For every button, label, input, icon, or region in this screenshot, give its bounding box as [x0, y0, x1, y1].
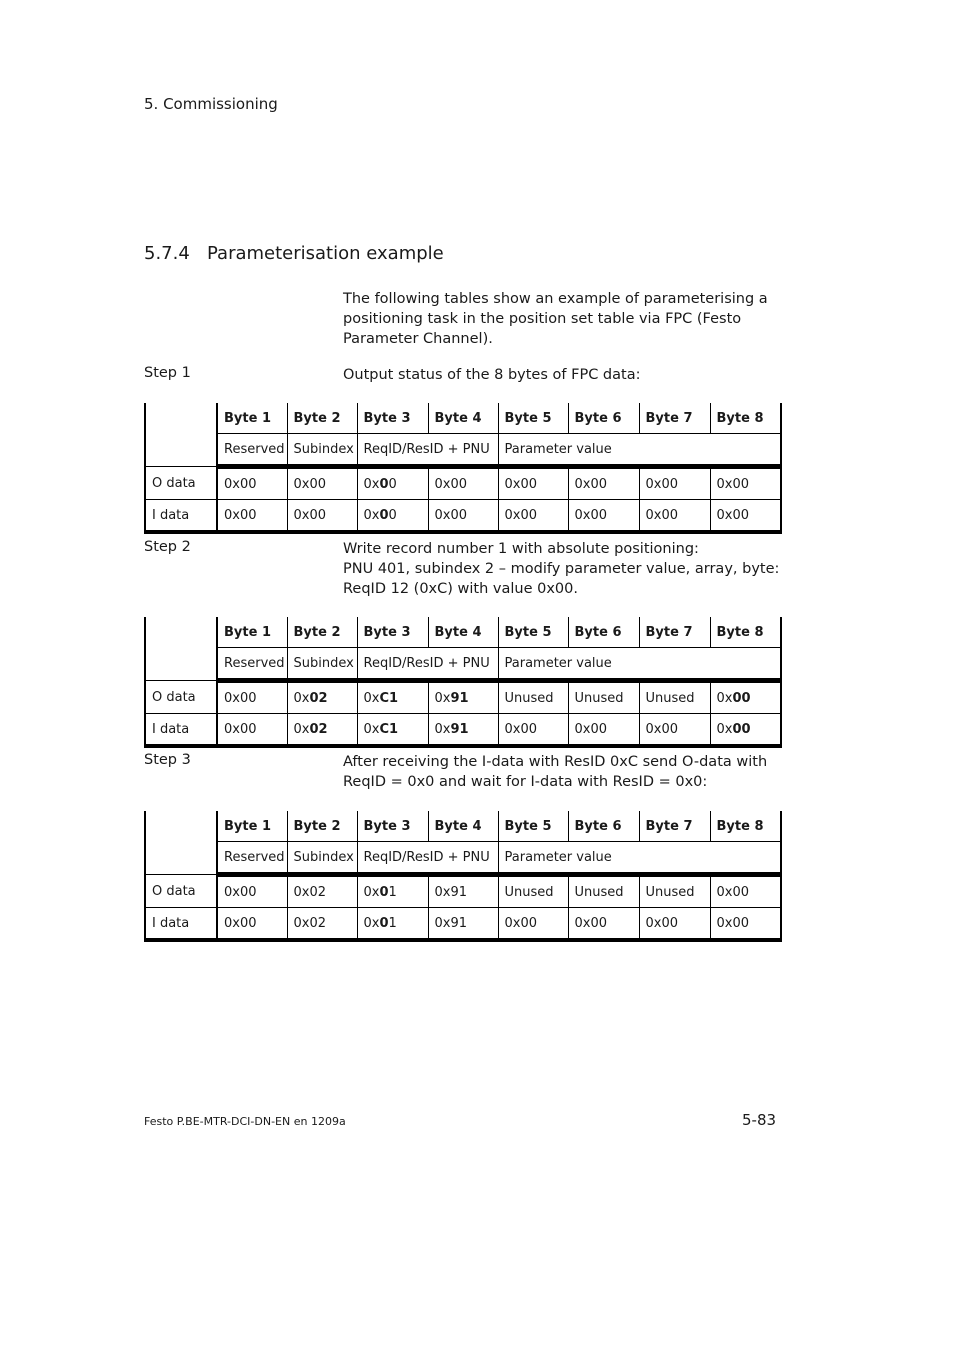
- byte-header-cell: Byte 2: [287, 617, 357, 648]
- subindex-cell: Subindex: [287, 648, 357, 681]
- step-description-line: ReqID = 0x0 and wait for I-data with ResID = 0x0:: [343, 774, 708, 790]
- table-row: [145, 714, 781, 747]
- table-cell: 0x02: [287, 875, 357, 908]
- table-cell: 0x91: [428, 875, 498, 908]
- table-cell: 0x00: [217, 681, 287, 714]
- table-row: [145, 681, 781, 714]
- table-cell: 0x00: [428, 467, 498, 500]
- reserved-cell: Reserved: [217, 648, 287, 681]
- byte-header-cell: Byte 5: [498, 617, 568, 648]
- chapter-header: 5. Commissioning: [144, 95, 278, 113]
- page-number: 5-83: [742, 1111, 777, 1129]
- table-cell: 0x00: [217, 908, 287, 941]
- byte-header-cell: Byte 6: [568, 617, 639, 648]
- byte-header-cell: Byte 4: [428, 811, 498, 842]
- table-row: [145, 875, 781, 908]
- table-cell: 0x00: [287, 500, 357, 533]
- table-cell: 0x02: [287, 714, 357, 747]
- table-row: [145, 467, 781, 500]
- parameter-value-cell: Parameter value: [498, 842, 781, 875]
- step-description: [343, 752, 783, 792]
- table-cell: 0x02: [287, 681, 357, 714]
- table-cell: 0x00: [498, 500, 568, 533]
- step-label: Step 1: [144, 365, 191, 381]
- table-cell: Unused: [639, 681, 710, 714]
- byte-header-row: [145, 403, 781, 434]
- table-cell: 0x00: [639, 714, 710, 747]
- fpc-data-table: [144, 811, 782, 942]
- corner-cell: [145, 403, 217, 467]
- table-cell: 0x00: [710, 467, 781, 500]
- byte-header-cell: Byte 7: [639, 811, 710, 842]
- section-number: 5.7.4: [144, 243, 190, 264]
- table-cell: 0x91: [428, 908, 498, 941]
- step-description-line: ReqID 12 (0xC) with value 0x00.: [343, 581, 578, 597]
- table-cell: 0x00: [568, 467, 639, 500]
- step-description-line: Output status of the 8 bytes of FPC data:: [343, 367, 641, 383]
- byte-header-cell: Byte 3: [357, 811, 428, 842]
- fpc-data-table: [144, 403, 782, 534]
- table-cell: Unused: [498, 681, 568, 714]
- table-cell: 0x00: [217, 714, 287, 747]
- field-description-row: [145, 648, 781, 681]
- table-cell: 0x02: [287, 908, 357, 941]
- footer-doc-id: Festo P.BE-MTR-DCI-DN-EN en 1209a: [144, 1115, 346, 1128]
- step-description-line: Write record number 1 with absolute positioning:: [343, 541, 699, 557]
- byte-header-cell: Byte 6: [568, 811, 639, 842]
- table-cell: 0x01: [357, 875, 428, 908]
- byte-header-cell: Byte 1: [217, 811, 287, 842]
- byte-header-row: [145, 811, 781, 842]
- table-cell: 0xC1: [357, 681, 428, 714]
- byte-header-cell: Byte 4: [428, 617, 498, 648]
- row-label: I data: [145, 908, 217, 941]
- byte-header-row: [145, 617, 781, 648]
- step-label: Step 2: [144, 539, 191, 555]
- table-cell: 0x00: [357, 467, 428, 500]
- parameter-value-cell: Parameter value: [498, 648, 781, 681]
- reserved-cell: Reserved: [217, 842, 287, 875]
- byte-header-cell: Byte 5: [498, 811, 568, 842]
- byte-header-cell: Byte 4: [428, 403, 498, 434]
- table-cell: 0x00: [710, 714, 781, 747]
- byte-header-cell: Byte 3: [357, 403, 428, 434]
- table-cell: 0x00: [639, 467, 710, 500]
- row-label: I data: [145, 500, 217, 533]
- table-cell: 0x00: [639, 500, 710, 533]
- fpc-data-table: [144, 617, 782, 748]
- step-description: [343, 539, 783, 599]
- reqid-cell: ReqID/ResID + PNU: [357, 434, 498, 467]
- table-cell: Unused: [568, 681, 639, 714]
- reqid-cell: ReqID/ResID + PNU: [357, 648, 498, 681]
- table-cell: Unused: [568, 875, 639, 908]
- reserved-cell: Reserved: [217, 434, 287, 467]
- byte-header-cell: Byte 2: [287, 403, 357, 434]
- byte-header-cell: Byte 2: [287, 811, 357, 842]
- byte-header-cell: Byte 3: [357, 617, 428, 648]
- table-cell: 0x01: [357, 908, 428, 941]
- reqid-cell: ReqID/ResID + PNU: [357, 842, 498, 875]
- table-cell: 0x00: [710, 875, 781, 908]
- table-cell: 0x00: [710, 908, 781, 941]
- table-cell: Unused: [498, 875, 568, 908]
- step-description: [343, 365, 783, 385]
- row-label: I data: [145, 714, 217, 747]
- byte-header-cell: Byte 8: [710, 617, 781, 648]
- table-row: [145, 500, 781, 533]
- table-row: [145, 908, 781, 941]
- table-cell: 0x00: [498, 714, 568, 747]
- row-label: O data: [145, 467, 217, 500]
- table-cell: 0x00: [568, 908, 639, 941]
- byte-header-cell: Byte 1: [217, 403, 287, 434]
- table-cell: 0x00: [217, 500, 287, 533]
- byte-header-cell: Byte 5: [498, 403, 568, 434]
- subindex-cell: Subindex: [287, 434, 357, 467]
- table-cell: 0x00: [568, 714, 639, 747]
- byte-header-cell: Byte 7: [639, 617, 710, 648]
- step-label: Step 3: [144, 752, 191, 768]
- table-cell: 0x00: [498, 908, 568, 941]
- table-cell: 0xC1: [357, 714, 428, 747]
- intro-paragraph: The following tables show an example of parameterising a positioning task in the position set table via FPC (Festo Parameter Channel).: [343, 291, 768, 347]
- table-cell: 0x00: [710, 681, 781, 714]
- table-cell: 0x91: [428, 714, 498, 747]
- table-cell: 0x00: [287, 467, 357, 500]
- byte-header-cell: Byte 7: [639, 403, 710, 434]
- row-label: O data: [145, 875, 217, 908]
- field-description-row: [145, 434, 781, 467]
- byte-header-cell: Byte 8: [710, 811, 781, 842]
- subindex-cell: Subindex: [287, 842, 357, 875]
- table-cell: 0x00: [217, 875, 287, 908]
- byte-header-cell: Byte 1: [217, 617, 287, 648]
- table-cell: 0x91: [428, 681, 498, 714]
- table-cell: 0x00: [357, 500, 428, 533]
- byte-header-cell: Byte 8: [710, 403, 781, 434]
- field-description-row: [145, 842, 781, 875]
- step-description-line: PNU 401, subindex 2 – modify parameter value, array, byte:: [343, 561, 780, 577]
- table-cell: 0x00: [639, 908, 710, 941]
- corner-cell: [145, 811, 217, 875]
- table-cell: Unused: [639, 875, 710, 908]
- table-cell: 0x00: [568, 500, 639, 533]
- table-cell: 0x00: [217, 467, 287, 500]
- parameter-value-cell: Parameter value: [498, 434, 781, 467]
- step-description-line: After receiving the I-data with ResID 0xC send O-data with: [343, 754, 768, 770]
- table-cell: 0x00: [498, 467, 568, 500]
- corner-cell: [145, 617, 217, 681]
- byte-header-cell: Byte 6: [568, 403, 639, 434]
- table-cell: 0x00: [710, 500, 781, 533]
- row-label: O data: [145, 681, 217, 714]
- table-cell: 0x00: [428, 500, 498, 533]
- section-title: Parameterisation example: [207, 243, 444, 264]
